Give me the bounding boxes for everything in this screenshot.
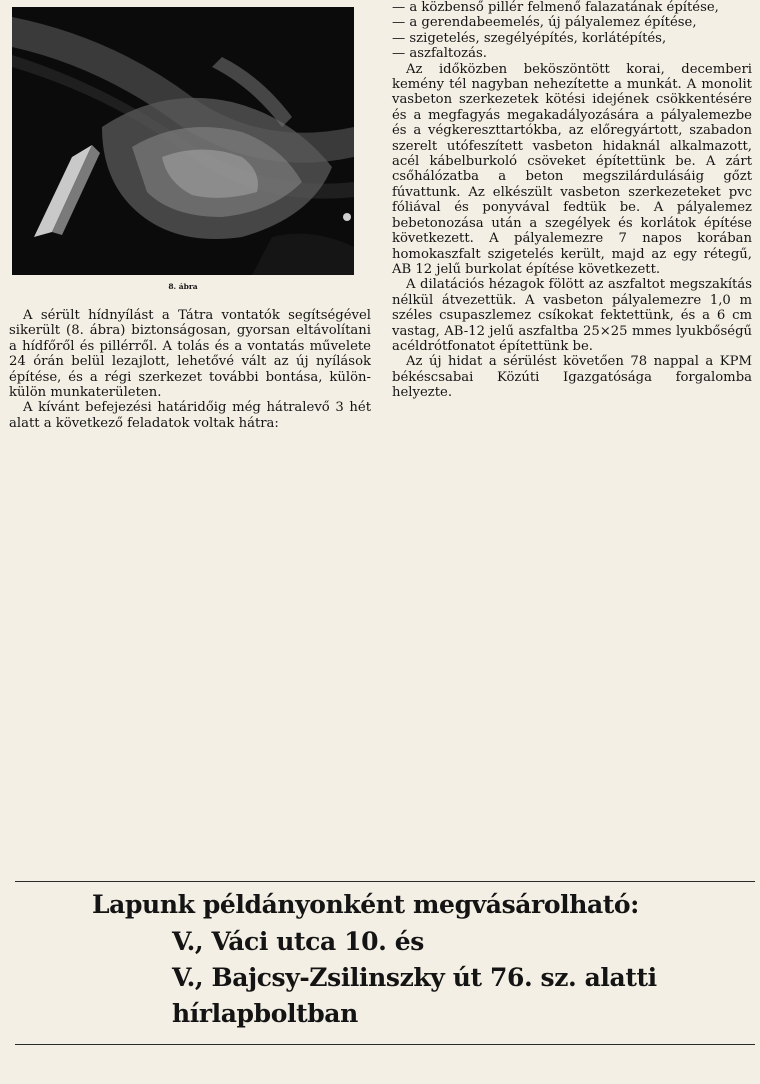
list-item: — szigetelés, szegélyépítés, korlátépítés,: [392, 30, 667, 46]
ad-line-address-2: V., Bajcsy-Zsilinszky út 76. sz. alatti: [172, 963, 657, 992]
figure-photo: [12, 7, 354, 275]
paragraph: Az időközben beköszöntött korai, decemberi kemény tél nagyban nehezítette a munkát. A monolit vasbeton szerkezetek kötési idejének csökkentésére és a megfagyás megakadályozására a pályalemezbe és a végkereszttartókba, az előregyártott, szabadon szerelt utófeszített vasbeton hidaknál alkalmazott, acél kábelburkoló csöveket építettünk be. A zárt csőhálózatba a beton megszilárdulásáig gőzt fúvattunk. Az elkészült vasbeton szerkezeteket pvc fóliával és ponyvával fedtük be. A pályalemez bebetonozása után a szegélyek és korlátok építése következett. A pályalemezre 7 napos korában homokaszfalt szigetelés került, majd az egy rétegű, AB 12 jelű burkolat építése következett.: [392, 61, 752, 277]
paragraph: A dilatációs hézagok fölött az aszfaltot megszakítás nélkül átvezettük. A vasbeton pályalemezre 1,0 m széles csupaszlemez csíkokat fektettünk, és a 6 cm vastag, AB-12 jelű aszfaltba 25×25 mmes lyukbőségű acéldrótfonatot építettünk be.: [392, 277, 752, 354]
paragraph: A sérült hídnyílást a Tátra vontatók segítségével sikerült (8. ábra) biztonságosan, gyorsan eltávolítani a hídfőről és pillérről. A tolás és a vontatás művelete 24 órán belül lezajlott, lehetővé vált az új nyílások építése, és a régi szerkezet további bontása, külön-külön munkaterületen.: [9, 308, 371, 401]
list-item: — aszfaltozás.: [392, 46, 487, 62]
ad-line-heading: Lapunk példányonként megvásárolható:: [92, 890, 640, 919]
ad-line-address-1: V., Váci utca 10. és: [172, 927, 424, 956]
divider-top: [15, 881, 755, 882]
paragraph: A kívánt befejezési határidőig még hátralevő 3 hét alatt a következő feladatok voltak hátra:: [9, 400, 371, 431]
divider-bottom: [15, 1044, 755, 1045]
list-item: — a gerendabeemelés, új pályalemez építése,: [392, 15, 697, 31]
left-text-column: [9, 308, 371, 431]
paragraph: Az új hidat a sérülést követően 78 nappal a KPM békéscsabai Közúti Igazgatósága forgalomba helyezte.: [392, 354, 752, 401]
figure-caption: 8. ábra: [168, 282, 198, 291]
list-item: — a közbenső pillér felmenő falazatának építése,: [392, 0, 719, 15]
right-text-column: [392, 0, 752, 401]
ad-line-shop: hírlapboltban: [172, 999, 358, 1028]
bridge-photo-image: [12, 7, 354, 275]
